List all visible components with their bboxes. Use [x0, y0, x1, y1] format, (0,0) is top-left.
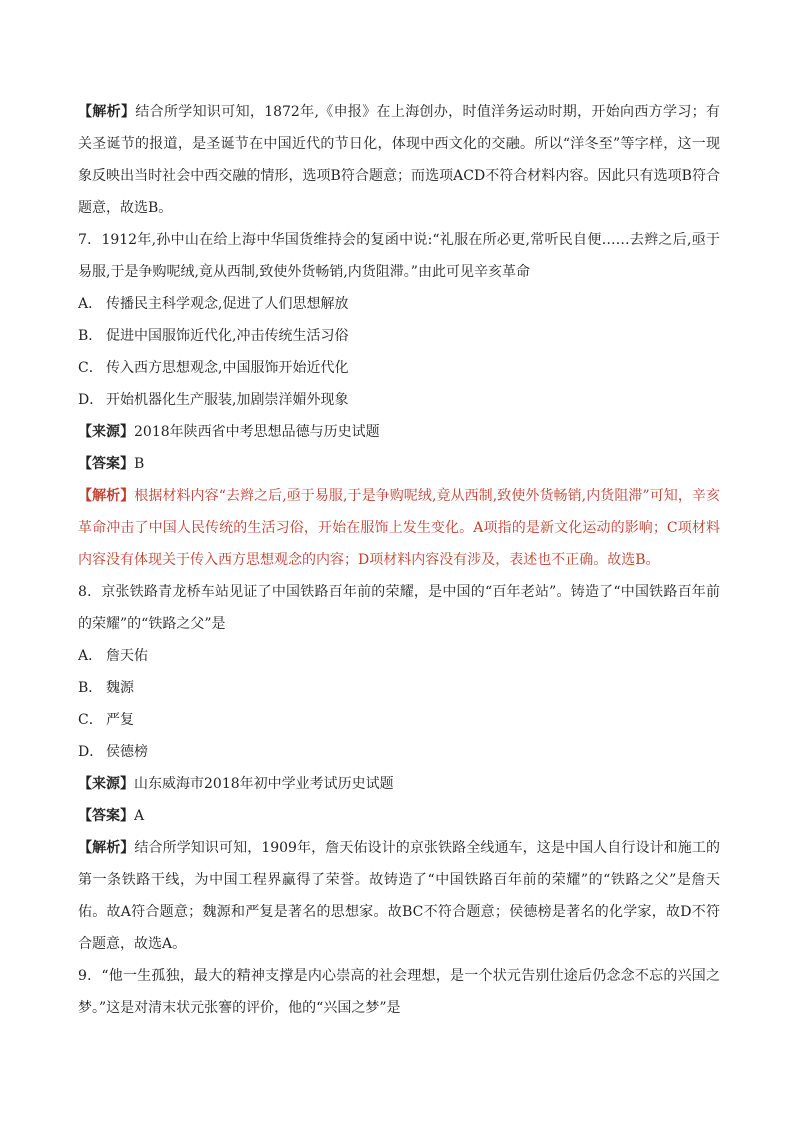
analysis-text: 结合所学知识可知，1909年，詹天佑设计的京张铁路全线通车，这是中国人自行设计和施工的第一条铁路干线，为中国工程界赢得了荣誉。故铸造了“中国铁路百年前的荣耀”的“铁路之父”是詹天佑。故A符合题意；魏源和严复是著名的思想家。故BC不符合题意；侯德榜是著名的化学家，故D不符合题意，故选A。: [78, 840, 720, 952]
option-letter: B．: [78, 328, 103, 344]
answer-tag: 【答案】: [78, 456, 134, 472]
q7-option-c: [78, 352, 720, 384]
q8-analysis: [78, 832, 720, 960]
q7-option-b: [78, 320, 720, 352]
option-text: 开始机器化生产服装,加剧崇洋媚外现象: [106, 392, 349, 408]
question-9-stem: 9．“他一生孤独，最大的精神支撑是内心崇高的社会理想，是一个状元告别仕途后仍念念不忘的兴国之梦。”这是对清末状元张謇的评价，他的“兴国之梦”是: [78, 968, 720, 1016]
source-tag: 【来源】: [78, 776, 134, 792]
option-letter: A．: [78, 296, 103, 312]
answer-tag: 【答案】: [78, 808, 134, 824]
answer-text: A: [134, 808, 145, 824]
option-text: 魏源: [106, 680, 134, 696]
option-letter: C．: [78, 712, 103, 728]
option-letter: A．: [78, 648, 103, 664]
analysis-text: 结合所学知识可知，1872年,《申报》在上海创办，时值洋务运动时期，开始向西方学习；有关圣诞节的报道，是圣诞节在中国近代的节日化，体现中西文化的交融。所以“洋冬至”等字样，这一现象反映出当时社会中西交融的情形，选项B符合题意；而选项ACD不符合材料内容。因此只有选项B符合题意，故选B。: [78, 104, 721, 216]
option-letter: C．: [78, 360, 103, 376]
option-text: 侯德榜: [106, 744, 148, 760]
q7-option-a: [78, 288, 720, 320]
question-7-stem: 7．1912年,孙中山在给上海中华国货维持会的复函中说:“礼服在所必更,常听民自便……去辫之后,亟于易服,于是争购呢绒,竟从西制,致使外货畅销,内货阻滞。”由此可见辛亥革命: [78, 232, 720, 280]
question-8-stem: 8．京张铁路青龙桥车站见证了中国铁路百年前的荣耀，是中国的“百年老站”。铸造了“中国铁路百年前的荣耀”的“铁路之父”是: [78, 584, 720, 632]
analysis-text: 根据材料内容“去辫之后,亟于易服,于是争购呢绒,竟从西制,致使外货畅销,内货阻滞”可知，辛亥革命冲击了中国人民传统的生活习俗，开始在服饰上发生变化。A项指的是新文化运动的影响；C项材料内容没有体现关于传入西方思想观念的内容；D项材料内容没有涉及，表述也不正确。故选B。: [78, 488, 720, 568]
option-letter: B．: [78, 680, 103, 696]
option-text: 詹天佑: [106, 648, 148, 664]
analysis-tag: 【解析】: [78, 840, 135, 856]
q7-answer: [78, 448, 720, 480]
q8-answer: [78, 800, 720, 832]
q8-option-b: [78, 672, 720, 704]
option-text: 传播民主科学观念,促进了人们思想解放: [106, 296, 349, 312]
document-page: [78, 96, 720, 1024]
source-text: 2018年陕西省中考思想品德与历史试题: [134, 424, 380, 440]
source-text: 山东威海市2018年初中学业考试历史试题: [134, 776, 394, 792]
q7-source: [78, 416, 720, 448]
q8-option-d: [78, 736, 720, 768]
analysis-tag: 【解析】: [78, 488, 135, 504]
analysis-tag: 【解析】: [78, 104, 136, 120]
option-letter: D．: [78, 392, 104, 408]
option-text: 促进中国服饰近代化,冲击传统生活习俗: [106, 328, 349, 344]
q8-source: [78, 768, 720, 800]
option-letter: D．: [78, 744, 104, 760]
option-text: 严复: [106, 712, 134, 728]
option-text: 传入西方思想观念,中国服饰开始近代化: [106, 360, 349, 376]
q7-option-d: [78, 384, 720, 416]
q8-option-a: [78, 640, 720, 672]
analysis-q6: [78, 96, 720, 224]
q8-option-c: [78, 704, 720, 736]
q7-analysis: [78, 480, 720, 576]
source-tag: 【来源】: [78, 424, 134, 440]
answer-text: B: [134, 456, 145, 472]
